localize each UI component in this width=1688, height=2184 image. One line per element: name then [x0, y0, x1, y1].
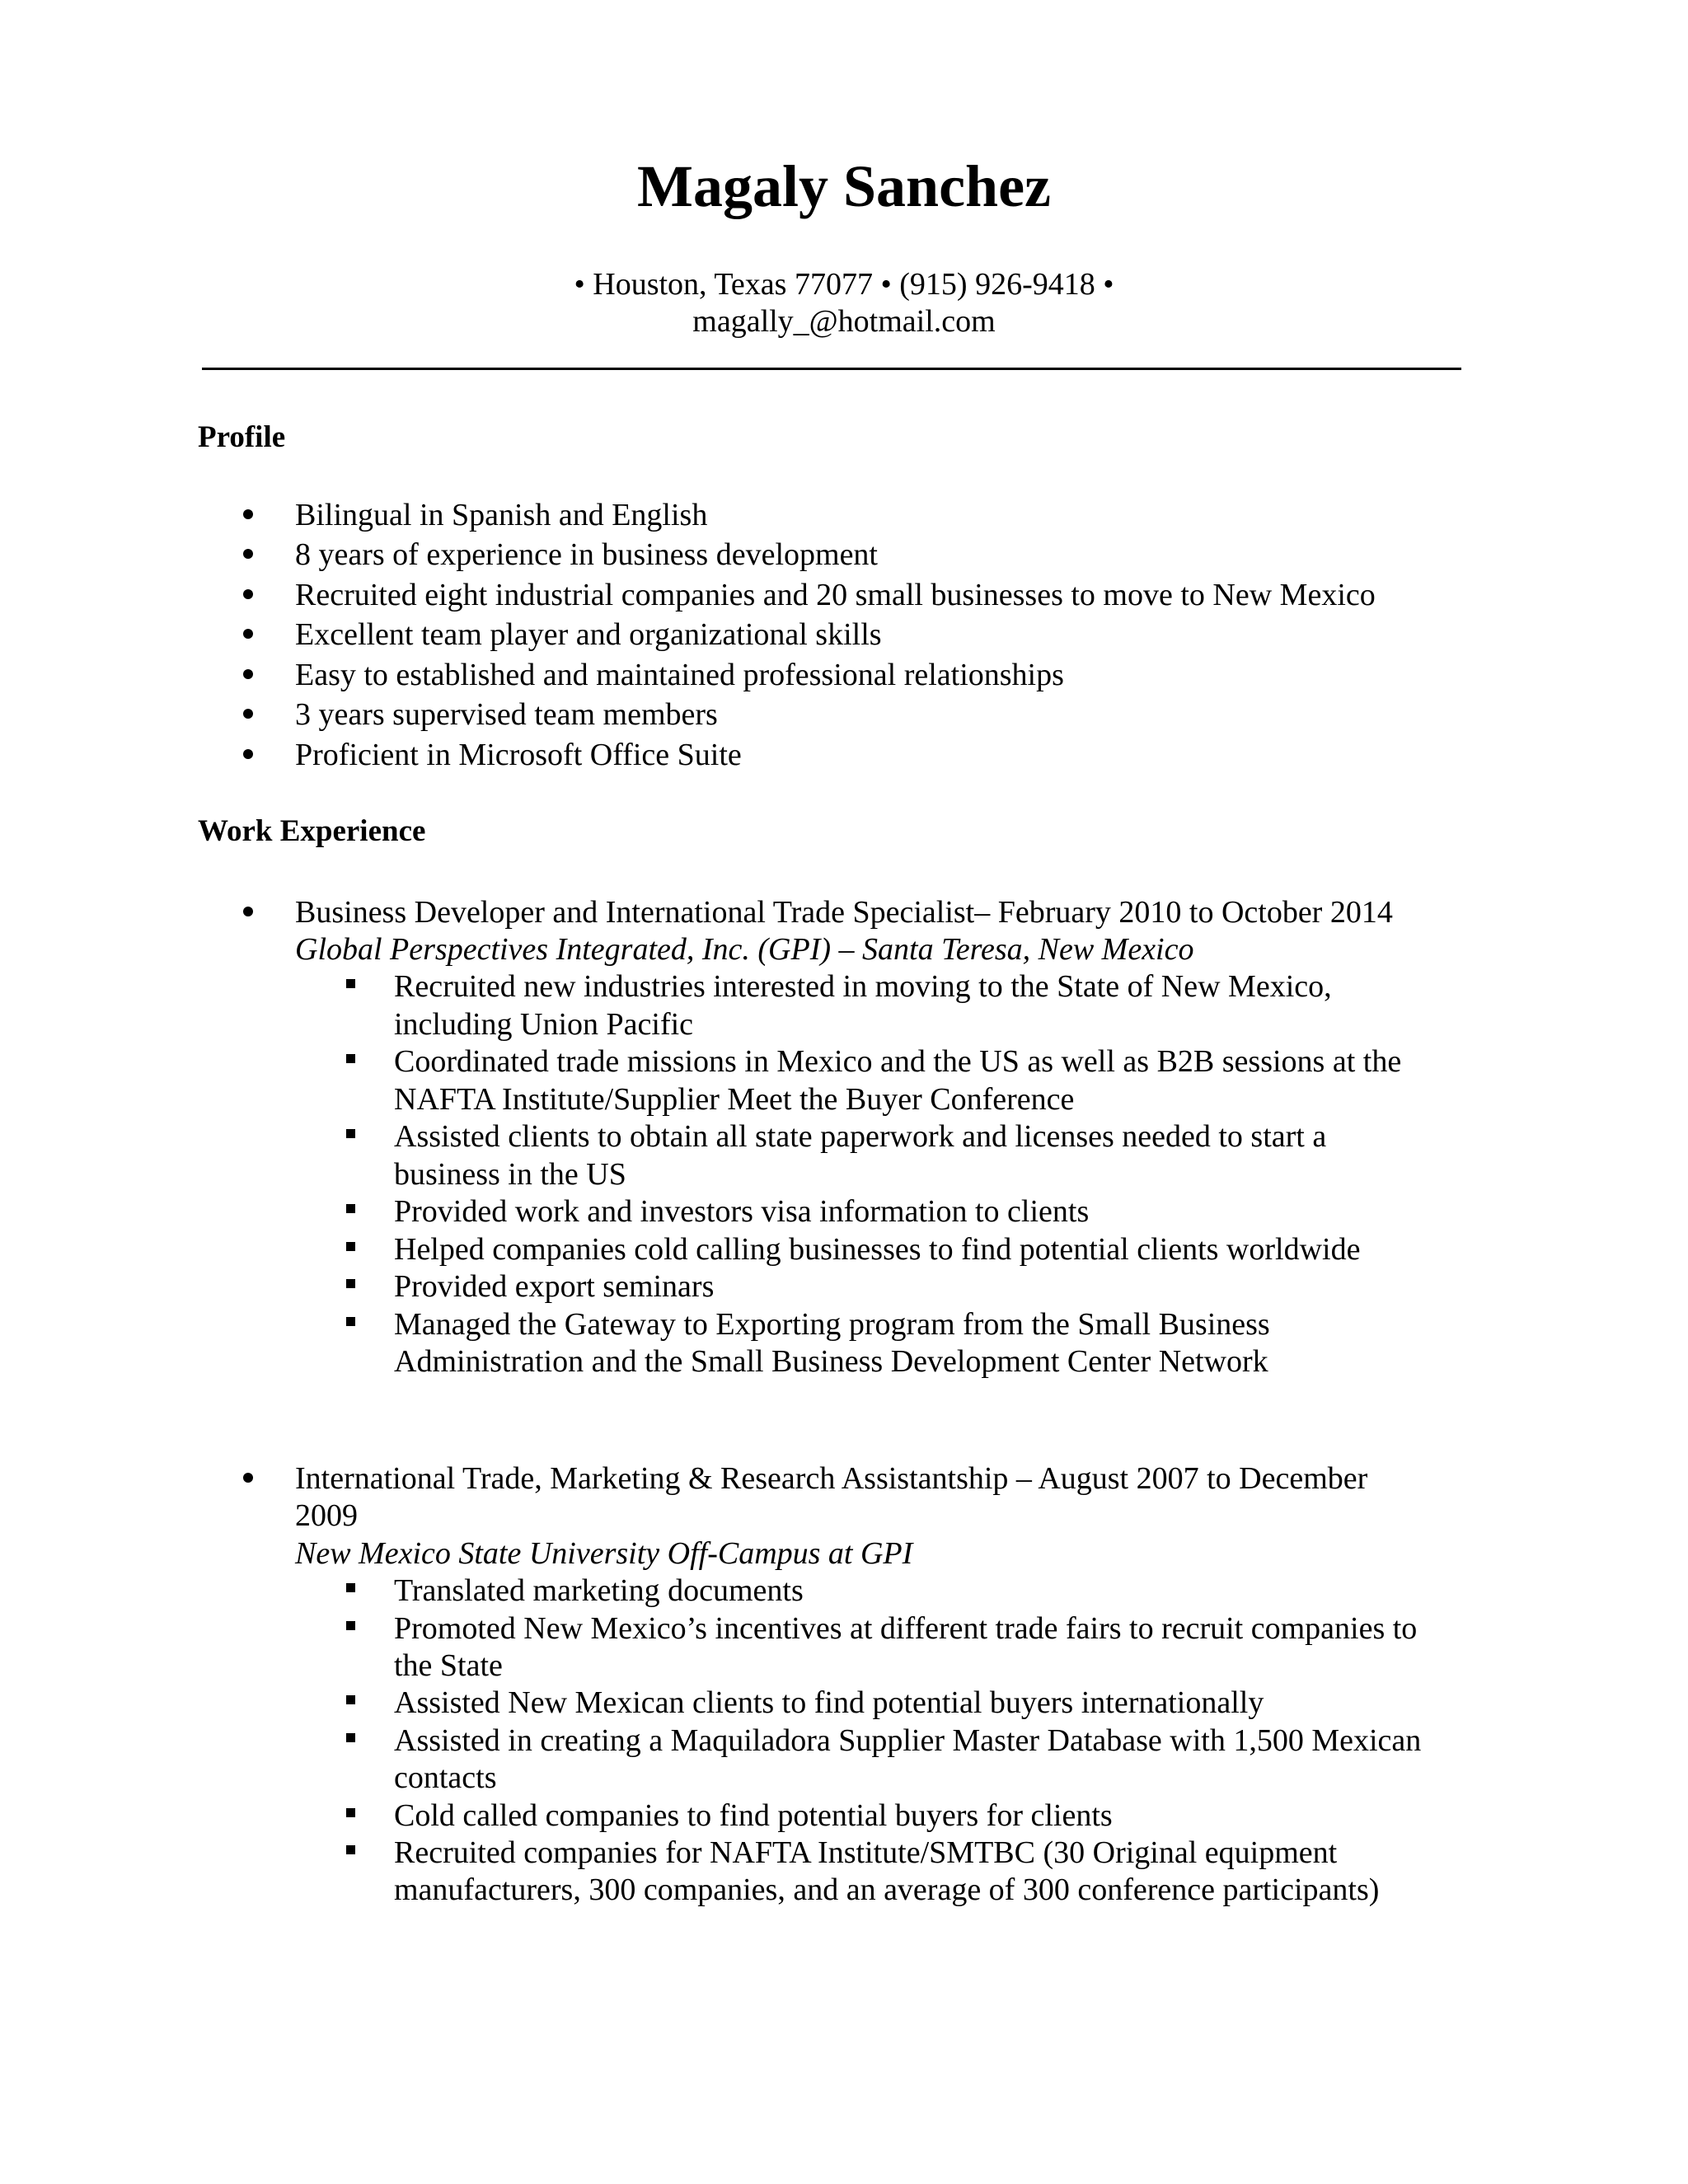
job-duty: Managed the Gateway to Exporting program from the Small Business [394, 1307, 1270, 1342]
bullet-icon [346, 1808, 355, 1817]
bullet-icon [346, 1242, 355, 1251]
job-duty: Cold called companies to find potential buyers for clients [394, 1798, 1113, 1833]
job-duty: Translated marketing documents [394, 1573, 804, 1608]
job-duty-continued: NAFTA Institute/Supplier Meet the Buyer Conference [394, 1082, 1075, 1117]
bullet-icon [243, 629, 253, 639]
job-duty: Provided export seminars [394, 1269, 715, 1304]
bullet-icon [243, 749, 253, 759]
profile-item: Recruited eight industrial companies and 20 small businesses to move to New Mexico [295, 578, 1376, 612]
job-duty: Assisted in creating a Maquiladora Supplier Master Database with 1,500 Mexican [394, 1723, 1422, 1758]
job-duty: Coordinated trade missions in Mexico and the US as well as B2B sessions at the [394, 1044, 1402, 1079]
bullet-icon [243, 1473, 253, 1483]
job-duty: Recruited companies for NAFTA Institute/SMTBC (30 Original equipment [394, 1835, 1338, 1870]
job-title: International Trade, Marketing & Research Assistantship – August 2007 to December [295, 1461, 1368, 1496]
bullet-icon [346, 1733, 355, 1742]
bullet-icon [243, 907, 253, 916]
bullet-icon [243, 589, 253, 599]
resume-name: Magaly Sanchez [637, 153, 1051, 219]
header-divider [202, 368, 1461, 370]
profile-heading: Profile [198, 420, 286, 454]
bullet-icon [243, 509, 253, 519]
bullet-icon [346, 1583, 355, 1592]
bullet-icon [346, 1845, 355, 1854]
job-title-continued: 2009 [295, 1498, 358, 1533]
bullet-icon [243, 549, 253, 559]
job-duty-continued: contacts [394, 1760, 497, 1795]
job-title: Business Developer and International Trade Specialist– February 2010 to October 2014 [295, 895, 1393, 930]
profile-item: Easy to established and maintained professional relationships [295, 658, 1064, 692]
job-duty: Provided work and investors visa information to clients [394, 1194, 1090, 1229]
work-experience-heading: Work Experience [198, 814, 426, 848]
bullet-icon [243, 669, 253, 679]
bullet-icon [346, 1695, 355, 1704]
job-duty: Promoted New Mexico’s incentives at different trade fairs to recruit companies to [394, 1611, 1418, 1646]
bullet-icon [346, 1204, 355, 1213]
bullet-icon [346, 1129, 355, 1138]
bullet-icon [346, 1317, 355, 1326]
profile-item: 3 years supervised team members [295, 697, 718, 732]
job-duty: Recruited new industries interested in moving to the State of New Mexico, [394, 969, 1332, 1004]
job-duty: Helped companies cold calling businesses to find potential clients worldwide [394, 1232, 1361, 1267]
contact-email: magally_@hotmail.com [692, 304, 996, 339]
profile-item: Proficient in Microsoft Office Suite [295, 738, 742, 772]
job-duty-continued: business in the US [394, 1157, 626, 1192]
bullet-icon [346, 1279, 355, 1288]
job-duty-continued: manufacturers, 300 companies, and an average of 300 conference participants) [394, 1872, 1380, 1907]
bullet-icon [346, 979, 355, 988]
bullet-icon [243, 709, 253, 719]
job-organization: Global Perspectives Integrated, Inc. (GPI) – Santa Teresa, New Mexico [295, 932, 1194, 967]
contact-address-phone: • Houston, Texas 77077 • (915) 926-9418 • [574, 267, 1114, 302]
bullet-icon [346, 1621, 355, 1630]
job-duty: Assisted New Mexican clients to find potential buyers internationally [394, 1685, 1264, 1720]
profile-item: Bilingual in Spanish and English [295, 498, 708, 532]
job-organization: New Mexico State University Off-Campus at GPI [295, 1536, 913, 1571]
job-duty-continued: the State [394, 1648, 503, 1683]
job-duty: Assisted clients to obtain all state paperwork and licenses needed to start a [394, 1119, 1327, 1154]
bullet-icon [346, 1054, 355, 1063]
job-duty-continued: Administration and the Small Business Development Center Network [394, 1344, 1268, 1379]
profile-item: 8 years of experience in business development [295, 537, 878, 572]
job-duty-continued: including Union Pacific [394, 1007, 694, 1042]
profile-item: Excellent team player and organizational skills [295, 617, 882, 652]
